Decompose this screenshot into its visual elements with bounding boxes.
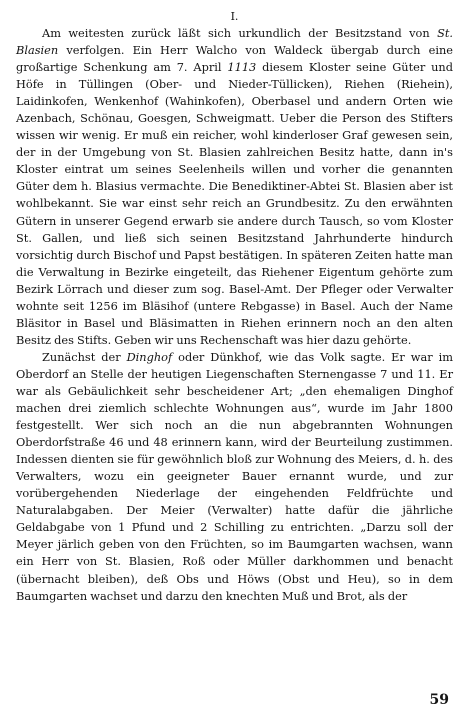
paragraph-2-text-2: oder Dünkhof, wie das Volk sagte. Er war im Oberdorf an Stelle der heutigen Liegenschaften Sternengasse 7 und 11. Er war als Gebäulichkeit sehr bescheidener Art; „den ehemaligen Dinghof machen drei ziemlich schlechte Wohnungen aus“, wurde im Jahr 1800 festgestellt. Wer sich noch an die nun abgebrannten Wohnungen Oberdorfstraße 46 und 48 erinnern kann, wird der Beurteilung zustimmen. Indessen dienten sie für gewöhnlich bloß zur Wohnung des Meiers, d. h. des Verwalters, wozu ein geeigneter Bauer ernannt wurde, und zur vorübergehenden Niederlage der eingehenden Feldfrüchte und Naturalabgaben. Der Meier (Verwalter) hatte dafür die jährliche Geldabgabe von 1 Pfund und 2 Schilling zu entrichten. „Darzu soll der Meyer järlich geben von den Früchten, so im Baumgarten wachsen, wann ein Herr von St. Blasien, Roß oder Müller darkhommen und benacht (übernacht bleiben), deß Obs und Höws (Obst und Heu), so in dem Baumgarten wachset und darzu den knechten Muß und Brot, als der: [16, 349, 453, 603]
paragraph-2-text-1: Zunächst der: [42, 349, 127, 364]
paragraph-1-text-2: verfolgen. Ein Herr Walcho von Waldeck übergab durch eine großartige Schenkung am 7. April: [16, 43, 453, 75]
paragraph-2-emphasis-dinghof: Dinghof: [126, 349, 173, 364]
paragraph-st-blasien: [16, 25, 453, 349]
paragraph-1-text-1: Am weitesten zurück läßt sich urkundlich der Besitzstand von: [42, 26, 438, 40]
paragraph-1-text-3: diesem Kloster seine Güter und Höfe in Tüllingen (Ober- und Nieder-Tüllicken), Riehen (Riehein), Laidinkofen, Wenkenhof (Wahinkofen), Oberbasel und andern Orten wie Azenbach, Schönau, Goesgen, Schweigmatt. Ueber die Person des Stifters wissen wir wenig. Er muß ein reicher, wohl kinderloser Graf gewesen sein, der in der Umgebung von St. Blasien zahlreichen Besitz hatte, dann in's Kloster eintrat um seines Seelenheils willen und vorher die genannten Güter dem h. Blasius vermachte. Die Benediktiner-Abtei St. Blasien aber ist wohlbekannt. Sie war einst sehr reich an Grundbesitz. Zu den erwähnten Gütern in unserer Gegend erwarb sie andere durch Tausch, so vom Kloster St. Gallen, und ließ sich seinen Besitzstand Jahrhunderte hindurch vorsichtig durch Bischof und Papst bestätigen. In späteren Zeiten hatte man die Verwaltung in Bezirke eingeteilt, das Riehener Eigentum gehörte zum Bezirk Lörrach und dieser zum sog. Basel-Amt. Der Pfleger oder Verwalter wohnte seit 1256 im Bläsihof (untere Rebgasse) in Basel. Auch der Name Bläsitor in Basel und Bläsimatten in Riehen erinnern noch an den alten Besitz des Stifts. Geben wir uns Rechenschaft was hier dazu gehörte.: [16, 60, 453, 347]
chapter-heading: I.: [230, 10, 239, 23]
paragraph-1-emphasis-year: 1113: [227, 60, 257, 75]
page-number: 59: [429, 692, 449, 708]
paragraph-dinghof: [16, 349, 453, 605]
paragraph-1-emphasis-st-blasien: St. Blasien: [16, 26, 453, 58]
book-page: [16, 10, 453, 708]
